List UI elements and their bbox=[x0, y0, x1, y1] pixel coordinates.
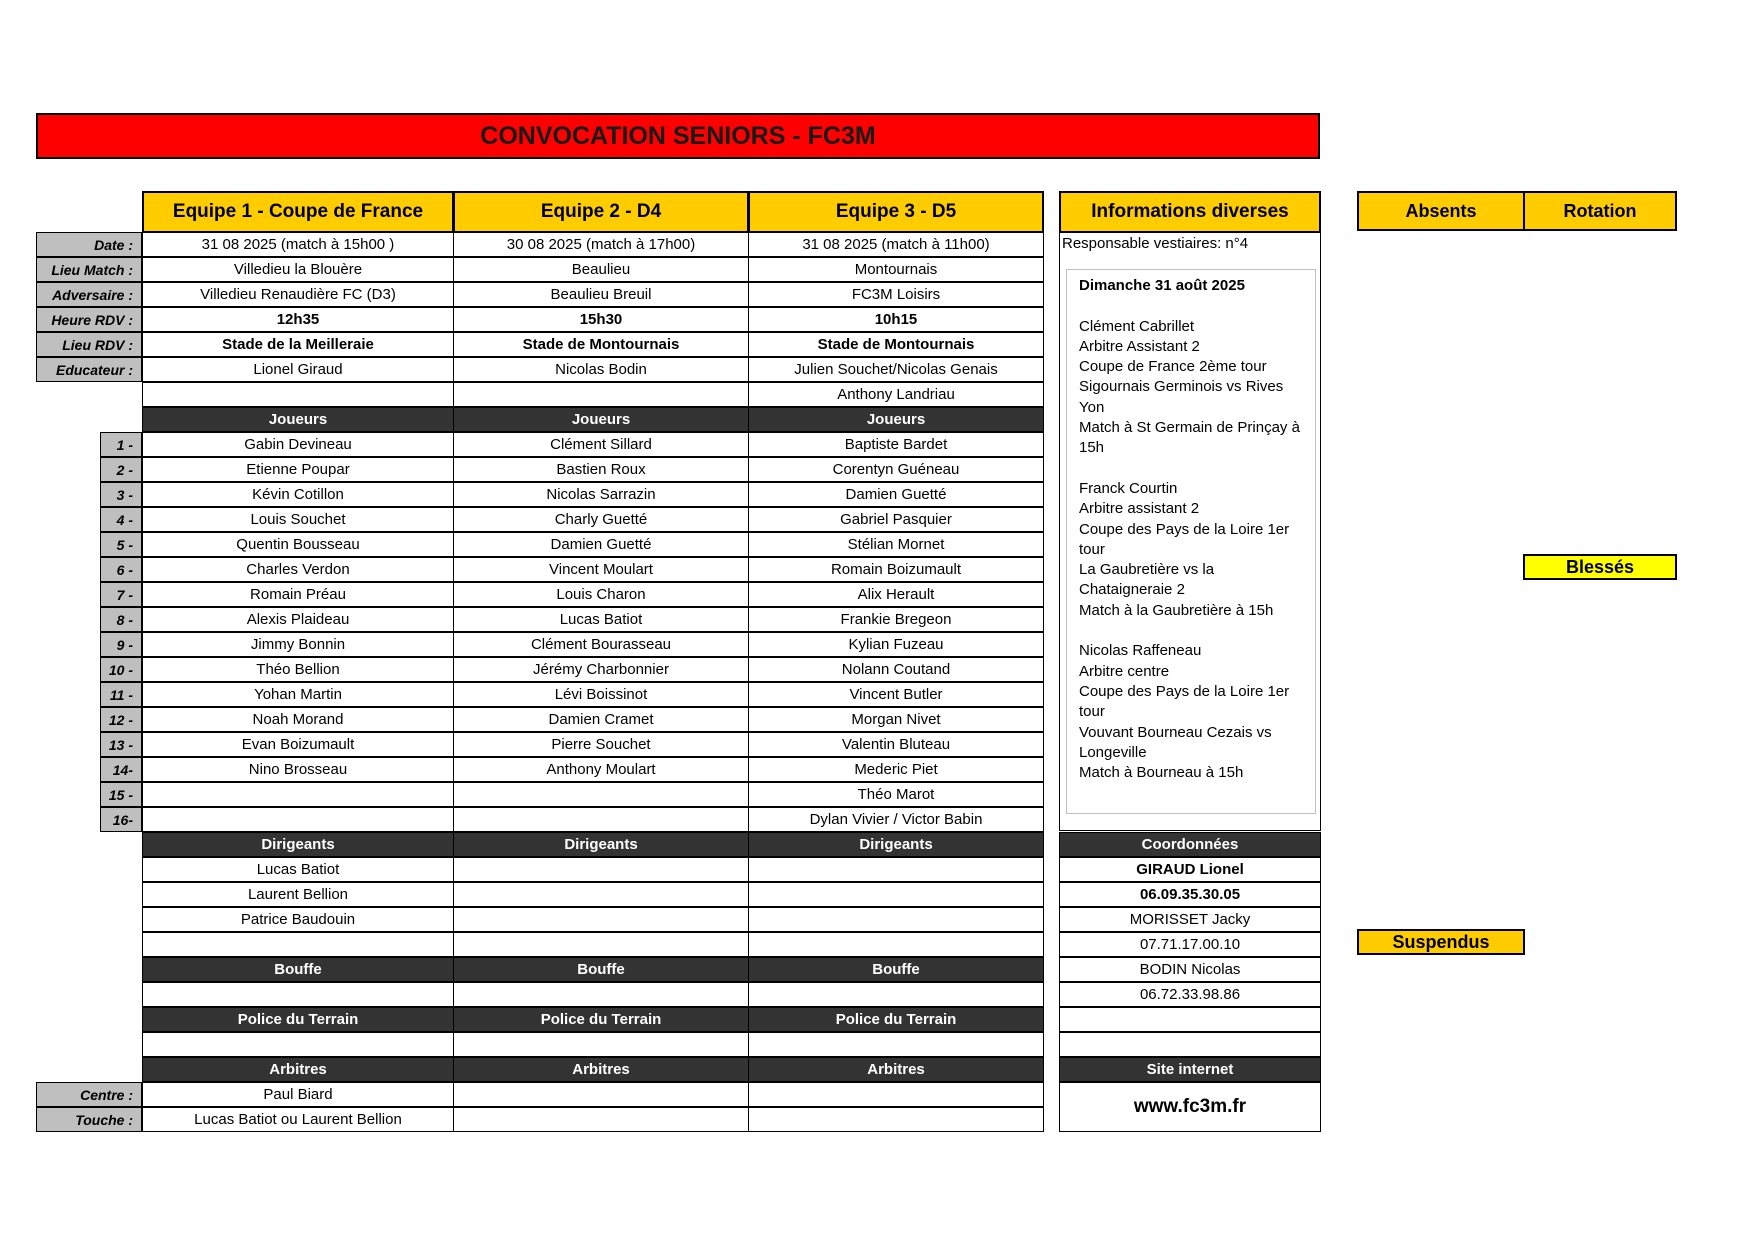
dirigeant-name bbox=[453, 857, 749, 882]
dirigeant-name bbox=[453, 882, 749, 907]
player-name: Lucas Batiot bbox=[453, 607, 749, 632]
info-line: Arbitre assistant 2 bbox=[1079, 500, 1200, 518]
bouffe-cell bbox=[142, 982, 454, 1007]
info-line: Nicolas Raffeneau bbox=[1079, 642, 1202, 660]
player-name: Alexis Plaideau bbox=[142, 607, 454, 632]
player-name: Dylan Vivier / Victor Babin bbox=[748, 807, 1044, 832]
info-line: Franck Courtin bbox=[1079, 479, 1178, 497]
team-educateur-2: Anthony Landriau bbox=[748, 382, 1044, 407]
team-lieu-rdv: Stade de la Meilleraie bbox=[142, 332, 454, 357]
info-header-text: Informations diverses bbox=[1091, 201, 1289, 222]
police-cell bbox=[748, 1032, 1044, 1057]
police-header: Police du Terrain bbox=[453, 1007, 749, 1032]
contact-line: MORISSET Jacky bbox=[1059, 907, 1321, 932]
team-header-text: Equipe 1 - Coupe de France bbox=[172, 201, 424, 222]
row-label-lieu-rdv: Lieu RDV : bbox=[36, 332, 142, 357]
info-header bbox=[1059, 191, 1321, 233]
row-label-date: Date : bbox=[36, 232, 142, 257]
info-line: Vouvant Bourneau Cezais vs bbox=[1079, 723, 1272, 741]
dirigeants-header: Dirigeants bbox=[142, 832, 454, 857]
team-educateur: Lionel Giraud bbox=[142, 357, 454, 382]
team-adversaire: Villedieu Renaudière FC (D3) bbox=[142, 282, 454, 307]
arbitre-role-label: Centre : bbox=[36, 1082, 142, 1107]
dirigeant-name: Lucas Batiot bbox=[142, 857, 454, 882]
player-name: Valentin Bluteau bbox=[748, 732, 1044, 757]
player-name: Damien Guetté bbox=[453, 532, 749, 557]
arbitre-name: Lucas Batiot ou Laurent Bellion bbox=[142, 1107, 454, 1132]
bouffe-header: Bouffe bbox=[748, 957, 1044, 982]
player-name: Alix Herault bbox=[748, 582, 1044, 607]
player-number: 9 - bbox=[100, 632, 142, 657]
team-educateur-2 bbox=[142, 382, 454, 407]
player-name: Vincent Moulart bbox=[453, 557, 749, 582]
absents-label: Absents bbox=[1405, 200, 1477, 221]
player-name bbox=[453, 782, 749, 807]
arbitres-header: Arbitres bbox=[142, 1057, 454, 1082]
dirigeant-name bbox=[748, 882, 1044, 907]
info-line: Match à la Gaubretière à 15h bbox=[1079, 601, 1274, 619]
player-name: Anthony Moulart bbox=[453, 757, 749, 782]
info-line: Longeville bbox=[1079, 743, 1147, 761]
joueurs-header: Joueurs bbox=[748, 407, 1044, 432]
dirigeant-name bbox=[748, 932, 1044, 957]
player-name: Frankie Bregeon bbox=[748, 607, 1044, 632]
blesses-header bbox=[1523, 554, 1677, 580]
player-name: Lévi Boissinot bbox=[453, 682, 749, 707]
info-line bbox=[1079, 459, 1303, 479]
arbitre-name bbox=[748, 1107, 1044, 1132]
info-line bbox=[1079, 296, 1303, 316]
team-adversaire: FC3M Loisirs bbox=[748, 282, 1044, 307]
row-label-lieu-match: Lieu Match : bbox=[36, 257, 142, 282]
team-lieu-match: Montournais bbox=[748, 257, 1044, 282]
player-name: Etienne Poupar bbox=[142, 457, 454, 482]
row-label-educateur: Educateur : bbox=[36, 357, 142, 382]
player-name: Charly Guetté bbox=[453, 507, 749, 532]
team-educateur-2 bbox=[453, 382, 749, 407]
team-date: 30 08 2025 (match à 17h00) bbox=[453, 232, 749, 257]
arbitre-name bbox=[748, 1082, 1044, 1107]
player-number: 15 - bbox=[100, 782, 142, 807]
team-header bbox=[453, 191, 749, 233]
absents-header bbox=[1357, 191, 1525, 231]
player-name: Stélian Mornet bbox=[748, 532, 1044, 557]
player-name: Evan Boizumault bbox=[142, 732, 454, 757]
team-lieu-rdv: Stade de Montournais bbox=[453, 332, 749, 357]
team-header-text: Equipe 3 - D5 bbox=[835, 201, 957, 222]
player-number: 3 - bbox=[100, 482, 142, 507]
player-name: Louis Souchet bbox=[142, 507, 454, 532]
player-name: Morgan Nivet bbox=[748, 707, 1044, 732]
player-name bbox=[142, 782, 454, 807]
player-name: Gabriel Pasquier bbox=[748, 507, 1044, 532]
info-line: Dimanche 31 août 2025 bbox=[1079, 277, 1245, 294]
contact-line bbox=[1059, 1032, 1321, 1057]
joueurs-header: Joueurs bbox=[142, 407, 454, 432]
player-number: 10 - bbox=[100, 657, 142, 682]
dirigeant-name bbox=[453, 907, 749, 932]
dirigeants-header: Dirigeants bbox=[453, 832, 749, 857]
info-line: Clément Cabrillet bbox=[1079, 317, 1195, 335]
player-name: Romain Boizumault bbox=[748, 557, 1044, 582]
info-line: Arbitre Assistant 2 bbox=[1079, 337, 1200, 355]
dirigeant-name: Patrice Baudouin bbox=[142, 907, 454, 932]
info-panel bbox=[1059, 232, 1321, 831]
suspendus-header bbox=[1357, 929, 1525, 955]
suspendus-label: Suspendus bbox=[1392, 931, 1490, 952]
team-date: 31 08 2025 (match à 11h00) bbox=[748, 232, 1044, 257]
info-line: tour bbox=[1079, 540, 1105, 558]
team-adversaire: Beaulieu Breuil bbox=[453, 282, 749, 307]
info-line: Sigournais Germinois vs Rives bbox=[1079, 378, 1284, 396]
dirigeant-name bbox=[142, 932, 454, 957]
blesses-label: Blessés bbox=[1565, 556, 1635, 577]
dirigeant-name bbox=[453, 932, 749, 957]
rotation-header bbox=[1523, 191, 1677, 231]
player-name: Nolann Coutand bbox=[748, 657, 1044, 682]
player-name: Quentin Bousseau bbox=[142, 532, 454, 557]
arbitre-name bbox=[453, 1082, 749, 1107]
police-header: Police du Terrain bbox=[142, 1007, 454, 1032]
player-name: Damien Guetté bbox=[748, 482, 1044, 507]
player-name: Nicolas Sarrazin bbox=[453, 482, 749, 507]
info-line: Chataigneraie 2 bbox=[1079, 581, 1185, 599]
contact-line: 06.09.35.30.05 bbox=[1059, 882, 1321, 907]
arbitres-header: Arbitres bbox=[453, 1057, 749, 1082]
team-date: 31 08 2025 (match à 15h00 ) bbox=[142, 232, 454, 257]
police-cell bbox=[453, 1032, 749, 1057]
player-name: Nino Brosseau bbox=[142, 757, 454, 782]
info-line: 15h bbox=[1079, 439, 1105, 457]
player-name: Noah Morand bbox=[142, 707, 454, 732]
dirigeants-header: Dirigeants bbox=[748, 832, 1044, 857]
player-name: Pierre Souchet bbox=[453, 732, 749, 757]
rotation-label: Rotation bbox=[1563, 200, 1637, 221]
team-header-text: Equipe 2 - D4 bbox=[540, 201, 662, 222]
contact-line: 06.72.33.98.86 bbox=[1059, 982, 1321, 1007]
site-url: www.fc3m.fr bbox=[1059, 1082, 1321, 1132]
dirigeant-name bbox=[748, 907, 1044, 932]
team-educateur: Julien Souchet/Nicolas Genais bbox=[748, 357, 1044, 382]
info-line: Yon bbox=[1079, 398, 1105, 416]
police-header: Police du Terrain bbox=[748, 1007, 1044, 1032]
player-number: 11 - bbox=[100, 682, 142, 707]
contact-line: BODIN Nicolas bbox=[1059, 957, 1321, 982]
contact-line: 07.71.17.00.10 bbox=[1059, 932, 1321, 957]
player-number: 1 - bbox=[100, 432, 142, 457]
player-name: Mederic Piet bbox=[748, 757, 1044, 782]
info-line: Match à Bourneau à 15h bbox=[1079, 764, 1244, 782]
player-number: 14- bbox=[100, 757, 142, 782]
player-name: Clément Bourasseau bbox=[453, 632, 749, 657]
player-name: Baptiste Bardet bbox=[748, 432, 1044, 457]
player-number: 13 - bbox=[100, 732, 142, 757]
player-name: Kylian Fuzeau bbox=[748, 632, 1044, 657]
info-line: Coupe des Pays de la Loire 1er bbox=[1079, 682, 1290, 700]
info-line: Coupe des Pays de la Loire 1er bbox=[1079, 520, 1290, 538]
player-number: 2 - bbox=[100, 457, 142, 482]
site-header: Site internet bbox=[1059, 1057, 1321, 1082]
police-cell bbox=[142, 1032, 454, 1057]
player-name: Yohan Martin bbox=[142, 682, 454, 707]
row-label-adversaire: Adversaire : bbox=[36, 282, 142, 307]
team-lieu-rdv: Stade de Montournais bbox=[748, 332, 1044, 357]
row-label-heure-rdv: Heure RDV : bbox=[36, 307, 142, 332]
player-name: Théo Bellion bbox=[142, 657, 454, 682]
info-notes bbox=[1066, 269, 1316, 814]
arbitres-header: Arbitres bbox=[748, 1057, 1044, 1082]
player-name: Kévin Cotillon bbox=[142, 482, 454, 507]
player-number: 4 - bbox=[100, 507, 142, 532]
player-number: 12 - bbox=[100, 707, 142, 732]
contact-line bbox=[1059, 1007, 1321, 1032]
player-name bbox=[453, 807, 749, 832]
coordonnees-header: Coordonnées bbox=[1059, 832, 1321, 857]
bouffe-header: Bouffe bbox=[142, 957, 454, 982]
player-name: Théo Marot bbox=[748, 782, 1044, 807]
info-line: Coupe de France 2ème tour bbox=[1079, 358, 1267, 376]
player-name: Louis Charon bbox=[453, 582, 749, 607]
player-name: Jérémy Charbonnier bbox=[453, 657, 749, 682]
info-line: La Gaubretière vs la bbox=[1079, 561, 1215, 579]
arbitre-name: Paul Biard bbox=[142, 1082, 454, 1107]
player-name: Bastien Roux bbox=[453, 457, 749, 482]
info-line bbox=[1079, 621, 1303, 641]
responsable-vestiaires: Responsable vestiaires: n°4 bbox=[1062, 235, 1249, 252]
player-number: 5 - bbox=[100, 532, 142, 557]
player-name: Romain Préau bbox=[142, 582, 454, 607]
contact-line: GIRAUD Lionel bbox=[1059, 857, 1321, 882]
player-number: 6 - bbox=[100, 557, 142, 582]
info-line: Arbitre centre bbox=[1079, 662, 1170, 680]
team-header bbox=[142, 191, 454, 233]
bouffe-header: Bouffe bbox=[453, 957, 749, 982]
team-heure-rdv: 15h30 bbox=[453, 307, 749, 332]
player-name: Vincent Butler bbox=[748, 682, 1044, 707]
bouffe-cell bbox=[748, 982, 1044, 1007]
team-header bbox=[748, 191, 1044, 233]
player-number: 7 - bbox=[100, 582, 142, 607]
info-line: tour bbox=[1079, 703, 1105, 721]
dirigeant-name: Laurent Bellion bbox=[142, 882, 454, 907]
dirigeant-name bbox=[748, 857, 1044, 882]
team-heure-rdv: 10h15 bbox=[748, 307, 1044, 332]
team-heure-rdv: 12h35 bbox=[142, 307, 454, 332]
joueurs-header: Joueurs bbox=[453, 407, 749, 432]
team-lieu-match: Beaulieu bbox=[453, 257, 749, 282]
player-name: Clément Sillard bbox=[453, 432, 749, 457]
player-number: 8 - bbox=[100, 607, 142, 632]
player-number: 16- bbox=[100, 807, 142, 832]
page-title bbox=[36, 113, 1320, 159]
player-name: Charles Verdon bbox=[142, 557, 454, 582]
player-name bbox=[142, 807, 454, 832]
arbitre-name bbox=[453, 1107, 749, 1132]
player-name: Gabin Devineau bbox=[142, 432, 454, 457]
team-lieu-match: Villedieu la Blouère bbox=[142, 257, 454, 282]
team-educateur: Nicolas Bodin bbox=[453, 357, 749, 382]
bouffe-cell bbox=[453, 982, 749, 1007]
player-name: Damien Cramet bbox=[453, 707, 749, 732]
arbitre-role-label: Touche : bbox=[36, 1107, 142, 1132]
page-title-text: CONVOCATION SENIORS - FC3M bbox=[480, 121, 876, 150]
player-name: Jimmy Bonnin bbox=[142, 632, 454, 657]
info-line: Match à St Germain de Prinçay à bbox=[1079, 419, 1300, 437]
player-name: Corentyn Guéneau bbox=[748, 457, 1044, 482]
